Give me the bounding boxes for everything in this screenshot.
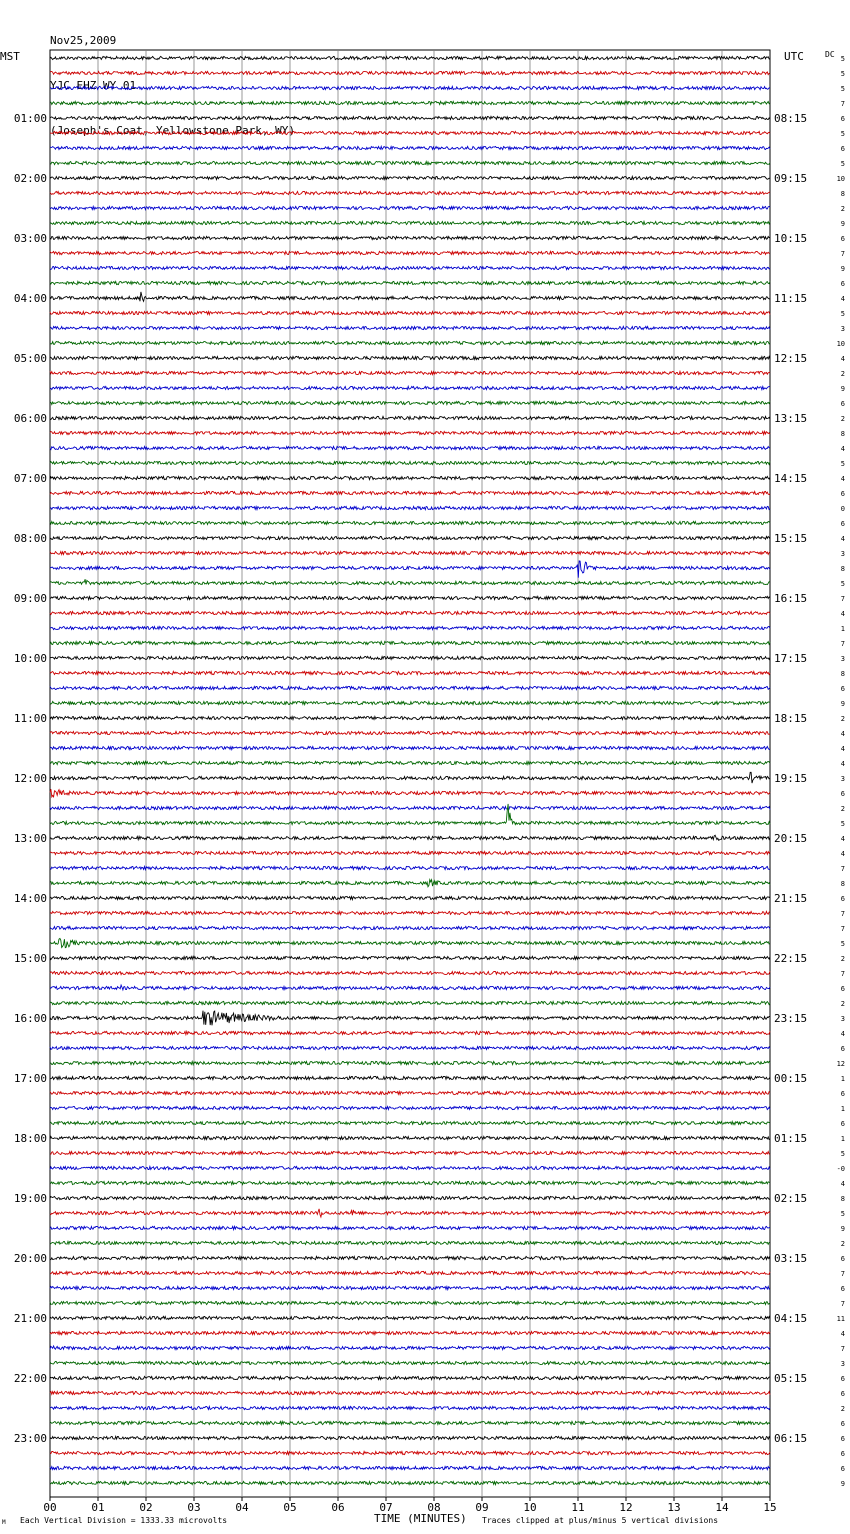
dc-offset-label: 6: [840, 400, 845, 408]
right-hour-label: 17:15: [774, 652, 808, 665]
trace-row-66: [50, 1046, 770, 1049]
dc-offset-label: 11: [836, 1315, 845, 1323]
dc-offset-label: 2: [840, 370, 845, 378]
x-tick-label: 07: [379, 1501, 393, 1514]
trace-row-55: [50, 880, 770, 887]
x-tick-label: 08: [427, 1501, 441, 1514]
right-hour-label: 09:15: [774, 172, 808, 185]
dc-offset-label: 6: [840, 145, 845, 153]
trace-row-67: [50, 1061, 770, 1064]
right-hour-label: 01:15: [774, 1132, 808, 1145]
left-hour-label: 01:00: [13, 112, 47, 125]
dc-offset-label: 5: [840, 820, 845, 828]
x-tick-label: 01: [91, 1501, 105, 1514]
dc-offset-label: 1: [840, 1075, 845, 1083]
trace-row-4: [50, 116, 770, 119]
dc-offset-label: 8: [840, 565, 845, 573]
right-hour-label: 08:15: [774, 112, 808, 125]
trace-row-75: [50, 1181, 770, 1184]
trace-row-3: [50, 101, 770, 104]
trace-row-25: [50, 431, 770, 434]
trace-row-24: [50, 416, 770, 419]
right-hour-label: 22:15: [774, 952, 808, 965]
right-hour-label: 12:15: [774, 352, 808, 365]
right-hour-label: 19:15: [774, 772, 808, 785]
trace-row-17: [50, 311, 770, 314]
dc-offset-label: 4: [840, 1180, 845, 1188]
trace-row-28: [50, 476, 770, 479]
trace-row-83: [50, 1301, 770, 1304]
trace-row-40: [50, 656, 770, 659]
dc-offset-label: 5: [840, 940, 845, 948]
dc-offset-label: 6: [840, 235, 845, 243]
trace-row-64: [50, 1011, 770, 1026]
trace-row-60: [50, 956, 770, 959]
left-hour-label: 16:00: [13, 1012, 47, 1025]
dc-offset-label: 9: [840, 265, 845, 273]
trace-row-11: [50, 221, 770, 224]
dc-offset-label: 4: [840, 1030, 845, 1038]
dc-offset-label: 6: [840, 1450, 845, 1458]
dc-offset-label: 5: [840, 55, 845, 63]
left-hour-label: 10:00: [13, 652, 47, 665]
trace-row-61: [50, 971, 770, 974]
trace-row-20: [50, 356, 770, 359]
left-hour-label: 14:00: [13, 892, 47, 905]
trace-row-6: [50, 146, 770, 149]
dc-offset-label: 6: [840, 685, 845, 693]
dc-offset-label: 6: [840, 520, 845, 528]
clip-note: Traces clipped at plus/minus 5 vertical divisions: [482, 1516, 719, 1525]
right-hour-label: 20:15: [774, 832, 808, 845]
trace-row-84: [50, 1316, 770, 1319]
trace-row-77: [50, 1209, 770, 1217]
right-hour-label: 23:15: [774, 1012, 808, 1025]
dc-offset-label: 6: [840, 1390, 845, 1398]
station-label: YJC EHZ WY 01: [50, 79, 137, 92]
left-hour-label: 15:00: [13, 952, 47, 965]
left-hour-label: 19:00: [13, 1192, 47, 1205]
dc-offset-label: 4: [840, 610, 845, 618]
trace-row-9: [50, 191, 770, 194]
dc-offset-label: 3: [840, 1015, 845, 1023]
trace-row-72: [50, 1136, 770, 1139]
dc-offset-label: 3: [840, 325, 845, 333]
trace-row-47: [50, 761, 770, 764]
dc-offset-label: 3: [840, 1360, 845, 1368]
trace-row-26: [50, 446, 770, 449]
trace-row-38: [50, 626, 770, 629]
dc-offset-label: 1: [840, 1105, 845, 1113]
x-tick-label: 11: [571, 1501, 585, 1514]
trace-row-91: [50, 1421, 770, 1424]
dc-offset-label: 4: [840, 355, 845, 363]
trace-row-94: [50, 1466, 770, 1469]
trace-row-68: [50, 1076, 770, 1079]
dc-offset-label: 8: [840, 190, 845, 198]
dc-offset-label: 5: [840, 70, 845, 78]
right-hour-label: 00:15: [774, 1072, 808, 1085]
dc-offset-label: 5: [840, 85, 845, 93]
dc-offset-label: 12: [836, 1060, 845, 1068]
dc-offset-label: 3: [840, 775, 845, 783]
x-tick-label: 15: [763, 1501, 777, 1514]
trace-row-93: [50, 1451, 770, 1454]
dc-offset-label: 3: [840, 655, 845, 663]
dc-offset-label: -0: [836, 1165, 845, 1173]
trace-row-34: [50, 561, 770, 578]
x-tick-label: 06: [331, 1501, 345, 1514]
trace-row-2: [50, 86, 770, 89]
trace-row-54: [50, 866, 770, 869]
dc-offset-label: 10: [836, 175, 845, 183]
dc-label: DC: [825, 50, 835, 59]
trace-row-30: [50, 506, 770, 509]
right-hour-label: 06:15: [774, 1432, 808, 1445]
dc-offset-label: 2: [840, 715, 845, 723]
dc-offset-label: 5: [840, 160, 845, 168]
trace-row-70: [50, 1106, 770, 1109]
dc-offset-label: 4: [840, 1330, 845, 1338]
trace-row-82: [50, 1286, 770, 1289]
trace-row-1: [50, 71, 770, 74]
trace-row-48: [50, 772, 770, 783]
trace-row-10: [50, 206, 770, 209]
dc-offset-label: 7: [840, 250, 845, 258]
left-hour-label: 03:00: [13, 232, 47, 245]
x-tick-label: 03: [187, 1501, 201, 1514]
right-hour-label: 18:15: [774, 712, 808, 725]
trace-row-65: [50, 1031, 770, 1034]
location-label: (Joseph's Coat, Yellowstone Park, WY): [50, 124, 296, 137]
trace-row-76: [50, 1196, 770, 1199]
trace-row-86: [50, 1346, 770, 1350]
dc-offset-label: 7: [840, 595, 845, 603]
dc-offset-label: 4: [840, 445, 845, 453]
dc-offset-label: 2: [840, 205, 845, 213]
scale-note: Each Vertical Division = 1333.33 microvolts: [20, 1516, 228, 1525]
trace-row-45: [50, 731, 770, 734]
dc-offset-label: 4: [840, 295, 845, 303]
trace-row-41: [50, 671, 770, 674]
dc-offset-label: 4: [840, 760, 845, 768]
dc-offset-label: 5: [840, 1150, 845, 1158]
right-hour-label: 21:15: [774, 892, 808, 905]
dc-offset-label: 6: [840, 1420, 845, 1428]
x-tick-label: 05: [283, 1501, 297, 1514]
trace-row-35: [50, 579, 770, 584]
dc-offset-label: 5: [840, 580, 845, 588]
trace-row-71: [50, 1121, 770, 1124]
dc-offset-label: 7: [840, 1345, 845, 1353]
trace-row-95: [50, 1481, 770, 1484]
trace-row-23: [50, 401, 770, 404]
dc-offset-label: 1: [840, 625, 845, 633]
dc-offset-label: 8: [840, 430, 845, 438]
trace-row-80: [50, 1256, 770, 1259]
trace-row-27: [50, 461, 770, 464]
trace-row-16: [50, 292, 770, 301]
x-tick-label: 02: [139, 1501, 153, 1514]
dc-offset-label: 9: [840, 220, 845, 228]
right-hour-label: 16:15: [774, 592, 808, 605]
left-hour-label: 08:00: [13, 532, 47, 545]
x-tick-label: 12: [619, 1501, 633, 1514]
dc-offset-label: 9: [840, 385, 845, 393]
trace-row-39: [50, 641, 770, 644]
dc-offset-label: 6: [840, 280, 845, 288]
left-hour-label: 06:00: [13, 412, 47, 425]
trace-row-36: [50, 596, 770, 599]
dc-offset-label: 6: [840, 985, 845, 993]
left-hour-label: 22:00: [13, 1372, 47, 1385]
dc-offset-label: 5: [840, 460, 845, 468]
right-hour-label: 10:15: [774, 232, 808, 245]
trace-row-58: [50, 926, 770, 929]
dc-offset-label: 6: [840, 790, 845, 798]
dc-offset-label: 8: [840, 670, 845, 678]
x-tick-label: 00: [43, 1501, 57, 1514]
trace-row-56: [50, 896, 770, 899]
x-axis-title: TIME (MINUTES): [374, 1512, 467, 1525]
trace-row-13: [50, 251, 770, 254]
left-hour-label: 12:00: [13, 772, 47, 785]
dc-offset-label: 6: [840, 1375, 845, 1383]
dc-offset-label: 8: [840, 1195, 845, 1203]
dc-offset-label: 6: [840, 115, 845, 123]
dc-offset-label: 2: [840, 415, 845, 423]
trace-row-7: [50, 161, 770, 164]
trace-row-49: [50, 789, 770, 797]
trace-row-32: [50, 536, 770, 539]
left-hour-label: 17:00: [13, 1072, 47, 1085]
trace-row-89: [50, 1391, 770, 1394]
dc-offset-label: 2: [840, 805, 845, 813]
left-hour-label: 20:00: [13, 1252, 47, 1265]
dc-offset-label: 6: [840, 490, 845, 498]
dc-offset-label: 7: [840, 970, 845, 978]
trace-row-62: [50, 985, 770, 990]
trace-row-79: [50, 1241, 770, 1244]
trace-row-85: [50, 1331, 770, 1334]
dc-offset-label: 4: [840, 835, 845, 843]
left-hour-label: 11:00: [13, 712, 47, 725]
footer-corner-mark: M: [2, 1519, 6, 1526]
date-label: Nov25,2009: [50, 34, 117, 47]
dc-offset-label: 7: [840, 865, 845, 873]
dc-offset-label: 8: [840, 880, 845, 888]
trace-row-8: [50, 176, 770, 179]
dc-offset-label: 2: [840, 1240, 845, 1248]
dc-offset-label: 7: [840, 1300, 845, 1308]
right-hour-label: 04:15: [774, 1312, 808, 1325]
left-hour-label: 07:00: [13, 472, 47, 485]
left-hour-label: 09:00: [13, 592, 47, 605]
dc-offset-label: 6: [840, 1465, 845, 1473]
trace-row-21: [50, 371, 770, 374]
trace-row-42: [50, 686, 770, 689]
right-timezone-label: UTC: [784, 50, 804, 63]
x-tick-label: 10: [523, 1501, 537, 1514]
trace-row-33: [50, 551, 770, 554]
dc-offset-label: 10: [836, 340, 845, 348]
dc-offset-label: 4: [840, 475, 845, 483]
dc-offset-label: 9: [840, 1480, 845, 1488]
dc-offset-label: 2: [840, 1000, 845, 1008]
dc-offset-label: 5: [840, 310, 845, 318]
trace-row-63: [50, 1001, 770, 1004]
trace-row-74: [50, 1166, 770, 1169]
trace-row-14: [50, 266, 770, 269]
dc-offset-label: 9: [840, 700, 845, 708]
dc-offset-label: 7: [840, 1270, 845, 1278]
trace-row-0: [50, 56, 770, 59]
trace-row-52: [50, 835, 770, 840]
right-hour-label: 14:15: [774, 472, 808, 485]
right-hour-labels: [774, 112, 807, 1445]
right-hour-label: 02:15: [774, 1192, 808, 1205]
dc-offset-label: 6: [840, 1435, 845, 1443]
dc-offset-label: 6: [840, 1255, 845, 1263]
trace-row-29: [50, 491, 770, 494]
right-hour-label: 05:15: [774, 1372, 808, 1385]
trace-row-88: [50, 1376, 770, 1379]
x-tick-label: 09: [475, 1501, 489, 1514]
left-hour-label: 04:00: [13, 292, 47, 305]
trace-row-53: [50, 851, 770, 854]
left-hour-label: 13:00: [13, 832, 47, 845]
dc-offset-label: 7: [840, 925, 845, 933]
x-tick-label: 14: [715, 1501, 729, 1514]
dc-offset-labels: [837, 55, 845, 1488]
dc-offset-label: 2: [840, 1405, 845, 1413]
trace-row-59: [50, 938, 770, 947]
dc-offset-label: 4: [840, 730, 845, 738]
x-tick-label: 04: [235, 1501, 249, 1514]
trace-row-18: [50, 326, 770, 329]
trace-row-87: [50, 1361, 770, 1364]
trace-row-46: [50, 746, 770, 749]
trace-row-92: [50, 1436, 770, 1439]
dc-offset-label: 6: [840, 1120, 845, 1128]
trace-row-12: [50, 236, 770, 239]
x-tick-label: 13: [667, 1501, 681, 1514]
trace-row-50: [50, 806, 770, 809]
trace-row-78: [50, 1226, 770, 1229]
dc-offset-label: 3: [840, 550, 845, 558]
dc-offset-label: 7: [840, 910, 845, 918]
dc-offset-label: 4: [840, 535, 845, 543]
dc-offset-label: 7: [840, 640, 845, 648]
dc-offset-label: 0: [840, 505, 845, 513]
dc-offset-label: 2: [840, 955, 845, 963]
trace-layer: [50, 56, 770, 1484]
dc-offset-label: 9: [840, 1225, 845, 1233]
left-hour-labels: [14, 112, 47, 1445]
left-hour-label: 23:00: [13, 1432, 47, 1445]
right-hour-label: 11:15: [774, 292, 808, 305]
dc-offset-label: 6: [840, 1045, 845, 1053]
trace-row-81: [50, 1271, 770, 1274]
left-timezone-label: MST: [0, 50, 20, 63]
trace-row-5: [50, 131, 770, 134]
trace-row-15: [50, 281, 770, 284]
right-hour-label: 03:15: [774, 1252, 808, 1265]
dc-offset-label: 7: [840, 100, 845, 108]
dc-offset-label: 1: [840, 1135, 845, 1143]
left-hour-label: 02:00: [13, 172, 47, 185]
left-hour-label: 05:00: [13, 352, 47, 365]
trace-row-73: [50, 1151, 770, 1154]
right-hour-label: 13:15: [774, 412, 808, 425]
trace-row-31: [50, 521, 770, 524]
trace-row-57: [50, 911, 770, 914]
trace-row-90: [50, 1406, 770, 1409]
trace-row-69: [50, 1091, 770, 1094]
trace-row-44: [50, 716, 770, 719]
trace-row-37: [50, 611, 770, 614]
dc-offset-label: 5: [840, 130, 845, 138]
right-hour-label: 15:15: [774, 532, 808, 545]
dc-offset-label: 6: [840, 895, 845, 903]
dc-offset-label: 5: [840, 1210, 845, 1218]
dc-offset-label: 4: [840, 745, 845, 753]
trace-row-19: [50, 341, 770, 344]
left-hour-label: 21:00: [13, 1312, 47, 1325]
left-hour-label: 18:00: [13, 1132, 47, 1145]
dc-offset-label: 4: [840, 850, 845, 858]
dc-offset-label: 6: [840, 1285, 845, 1293]
trace-row-43: [50, 701, 770, 704]
dc-offset-label: 6: [840, 1090, 845, 1098]
trace-row-22: [50, 386, 770, 389]
